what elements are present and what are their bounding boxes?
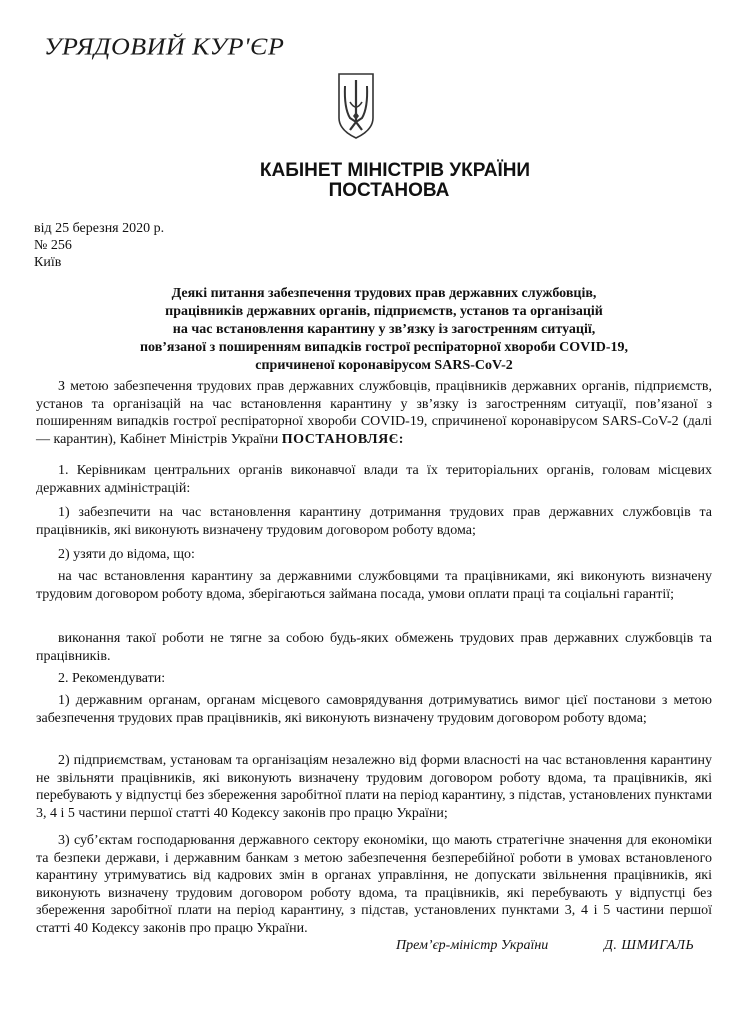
- signatory-name: Д. ШМИГАЛЬ: [604, 938, 695, 953]
- decree-keyword: ПОСТАНОВЛЯЄ:: [281, 431, 404, 447]
- coat-of-arms-icon: [336, 72, 376, 140]
- paragraph-2: 2. Рекомендувати:: [58, 671, 166, 686]
- paragraph-2-2: 2) підприємствам, установам та організаціям незалежно від форми власності на час встановлення карантину не звільняти працівників, які виконують визначену трудовим договором роботу вдома, та працівників, які перебувають у відпустці без збереження заробітної плати на період карантину, з підстав, установлених пунктами 3, 4 і 5 частини першої статті 40 Кодексу законів про працю України;: [36, 753, 712, 821]
- paragraph-1-1: 1) забезпечити на час встановлення карантину дотримання трудових прав державних службовців та працівників, які виконують визначену трудовим договором роботу вдома;: [36, 505, 712, 538]
- title-line: працівників державних органів, підприємств, установ та організацій: [165, 304, 603, 319]
- preamble-text: З метою забезпечення трудових прав державних службовців, працівників державних органів, підприємств, установ та організацій на час встановлення карантину у зв’язку із загостренням ситуації, пов’язаної з поширенням випадків гострої респіраторної хвороби COVID-19, спричиненої коронавірусом SARS-CoV-2 (далі — карантин), Кабінет Міністрів України: [36, 379, 712, 447]
- decree-title: [74, 285, 694, 375]
- document-type-heading: ПОСТАНОВА: [328, 180, 450, 201]
- decree-city: Київ: [34, 255, 62, 270]
- signatory-role: Прем’єр-міністр України: [396, 938, 549, 953]
- masthead-title: УРЯДОВИЙ КУР'ЄР: [44, 33, 285, 60]
- decree-date: від 25 березня 2020 р.: [34, 221, 165, 236]
- title-line: Деякі питання забезпечення трудових прав державних службовців,: [171, 286, 597, 301]
- paragraph-1-2-a: на час встановлення карантину за державними службовцями та працівниками, які виконують визначену трудовим договором роботу вдома, зберігаються займана посада, умови оплати праці та соціальні гарантії;: [36, 569, 712, 602]
- paragraph-1-2: 2) узяти до відома, що:: [58, 547, 195, 562]
- title-line: на час встановлення карантину у зв’язку із загостренням ситуації,: [172, 322, 596, 337]
- paragraph-1-2-b: виконання такої роботи не тягне за собою будь-яких обмежень трудових прав державних службовців та працівників.: [36, 631, 712, 664]
- title-line: спричиненої коронавірусом SARS-CoV-2: [255, 358, 513, 373]
- title-line: пов’язаної з поширенням випадків гострої респіраторної хвороби COVID-19,: [139, 340, 628, 355]
- issuer-heading: КАБІНЕТ МІНІСТРІВ УКРАЇНИ: [259, 160, 531, 181]
- paragraph-2-3: 3) суб’єктам господарювання державного сектору економіки, що мають стратегічне значення для економіки та безпеки держави, і державним банкам з метою забезпечення безперебійної роботи в умовах встановленого карантину утримуватись від кадрових змін в органах управління, не допускати звільнення працівників, які виконують визначену трудовим договором роботу вдома, та працівників, які перебувають у відпустці без збереження заробітної плати на період карантину, з підстав, установлених пунктами 3, 4 і 5 частини першої статті 40 Кодексу законів про працю України.: [36, 833, 712, 936]
- decree-number: № 256: [34, 238, 72, 253]
- paragraph-1: 1. Керівникам центральних органів виконавчої влади та їх територіальних органів, головам місцевих державних адміністрацій:: [36, 463, 712, 496]
- preamble: [36, 378, 712, 448]
- paragraph-2-1: 1) державним органам, органам місцевого самоврядування дотримуватись вимог цієї постанови з метою забезпечення трудових прав працівників, які виконують визначену трудовим договором роботу вдома;: [36, 693, 712, 726]
